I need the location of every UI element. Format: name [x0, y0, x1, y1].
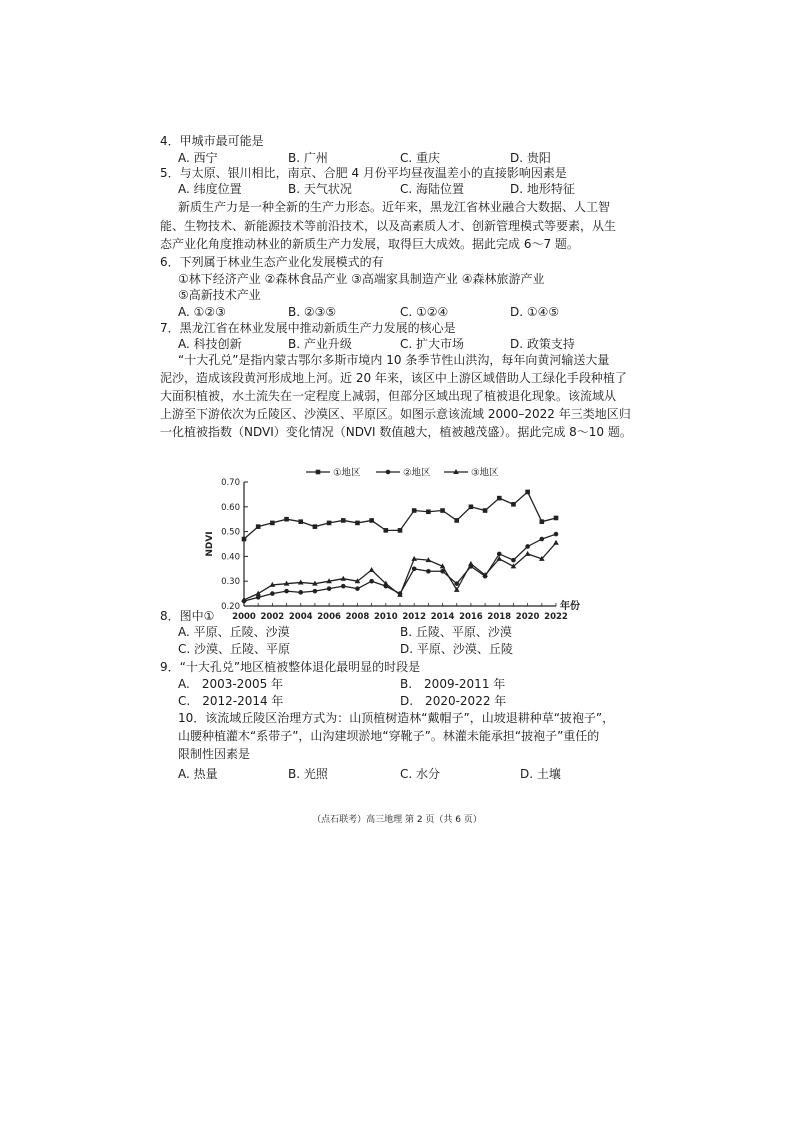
legend-marker-2 — [386, 470, 391, 475]
series-1-point — [454, 518, 459, 523]
series-1-point — [355, 521, 360, 526]
series-2-point — [525, 544, 530, 549]
series-1-point — [426, 509, 431, 514]
q10-option-c: C. 水分 — [400, 767, 441, 781]
series-3-point — [340, 576, 346, 581]
series-1-point — [483, 508, 488, 513]
q7-option-c: C. 扩大市场 — [400, 337, 465, 351]
series-3-point — [525, 551, 531, 556]
x-tick-label: 2008 — [345, 612, 370, 622]
q5-option-d: D. 地形特征 — [510, 182, 575, 196]
series-3-point — [411, 556, 417, 561]
series-2-point — [298, 590, 303, 595]
series-3-point — [553, 540, 559, 545]
x-tick-label: 2016 — [459, 612, 483, 622]
passage2-line-2: 泥沙，造成该段黄河形成地上河。近 20 年来，该区中上游区域借助人工绿化手段种植了 — [160, 371, 627, 385]
y-axis-label: NDVI — [205, 531, 215, 557]
series-2-point — [284, 589, 289, 594]
legend-label-3: ③地区 — [471, 467, 499, 479]
series-2-point — [270, 591, 275, 596]
q9-option-c: C. 2012-2014 年 — [178, 694, 284, 708]
series-1-point — [327, 521, 332, 526]
series-1-point — [540, 519, 545, 524]
x-tick-label: 2018 — [487, 612, 512, 622]
series-2-point — [554, 532, 559, 537]
series-1-point — [511, 502, 516, 507]
x-tick-label: 2006 — [317, 612, 341, 622]
q9-option-a: A. 2003-2005 年 — [178, 677, 284, 691]
x-tick-label: 2012 — [402, 612, 427, 622]
q8-option-a: A. 平原、丘陵、沙漠 — [178, 625, 290, 639]
x-tick-label: 2020 — [515, 612, 540, 622]
q10-option-d: D. 土壤 — [520, 767, 561, 781]
q10-option-a: A. 热量 — [178, 767, 218, 781]
series-2-point — [256, 595, 261, 600]
series-2-point — [497, 552, 502, 557]
legend-label-1: ①地区 — [333, 467, 361, 479]
y-tick-label: 0.70 — [221, 478, 240, 488]
q7-option-a: A. 科技创新 — [178, 337, 242, 351]
q4-option-c: C. 重庆 — [400, 151, 441, 165]
series-1-point — [298, 519, 303, 524]
x-tick-label: 2000 — [232, 612, 256, 622]
series-line-2 — [244, 534, 556, 601]
y-tick-label: 0.60 — [221, 502, 240, 513]
series-1-point — [398, 528, 403, 533]
q8-option-c: C. 沙漠、丘陵、平原 — [178, 642, 291, 656]
passage1-line-3: 态产业化角度推动林业的新质生产力发展，取得巨大成效。据此完成 6～7 题。 — [160, 237, 579, 251]
q7-option-d: D. 政策支持 — [510, 337, 575, 351]
q10-option-b: B. 光照 — [288, 767, 328, 781]
series-2-point — [426, 569, 431, 574]
legend-marker-1 — [316, 470, 321, 475]
series-1-point — [384, 528, 389, 533]
q5-option-c: C. 海陆位置 — [400, 182, 465, 196]
q4-option-b: B. 广州 — [288, 151, 328, 165]
q8-stem: 8．图中① — [160, 609, 215, 623]
series-2-point — [540, 537, 545, 542]
q10-line-1: 10．该流域丘陵区治理方式为：山顶植树造林“戴帽子”，山坡退耕种草“披袍子”， — [178, 711, 615, 725]
x-axis-label: 年份 — [560, 601, 580, 612]
series-2-point — [412, 567, 417, 572]
x-tick-label: 2022 — [544, 612, 568, 622]
series-3-point — [369, 567, 375, 572]
y-tick-label: 0.50 — [221, 527, 240, 538]
x-tick-label: 2002 — [260, 612, 285, 622]
series-3-point — [298, 579, 304, 584]
series-1-point — [270, 521, 275, 526]
q5-option-a: A. 纬度位置 — [178, 182, 242, 196]
passage2-line-5: 一化植被指数（NDVI）变化情况（NDVI 数值越大，植被越茂盛）。据此完成 8～10 题。 — [160, 425, 632, 439]
series-1-point — [525, 490, 530, 495]
series-1-point — [412, 508, 417, 513]
series-2-point — [313, 589, 318, 594]
q5-option-b: B. 天气状况 — [288, 182, 352, 196]
series-1-point — [497, 496, 502, 501]
q5-stem: 5．与太原、银川相比，南京、合肥 4 月份平均昼夜温差小的直接影响因素是 — [160, 166, 567, 180]
y-tick-label: 0.40 — [221, 552, 240, 563]
series-1-point — [284, 517, 289, 522]
q6-option-b: B. ②③⑤ — [288, 305, 337, 319]
x-tick-label: 2010 — [373, 612, 398, 622]
q6-option-c: C. ①②④ — [400, 305, 449, 319]
q9-stem: 9．“十大孔兑”地区植被整体退化最明显的时段是 — [160, 660, 421, 674]
q4-stem: 4．甲城市最可能是 — [160, 134, 264, 148]
series-1-point — [440, 508, 445, 513]
series-2-point — [369, 579, 374, 584]
q6-stem: 6．下列属于林业生态产业化发展模式的有 — [160, 255, 384, 269]
series-3-point — [468, 561, 474, 566]
series-2-point — [341, 584, 346, 589]
q7-stem: 7．黑龙江省在林业发展中推动新质生产力发展的核心是 — [160, 321, 456, 335]
series-1-point — [554, 516, 559, 521]
q6-items-2: ⑤高新技术产业 — [178, 288, 261, 302]
q10-line-3: 限制性因素是 — [178, 747, 251, 761]
series-2-point — [511, 558, 516, 563]
series-1-point — [256, 524, 261, 529]
passage2-line-1: “十大孔兑”是指内蒙古鄂尔多斯市境内 10 条季节性山洪沟，每年向黄河输送大量 — [178, 353, 610, 367]
q9-option-b: B. 2009-2011 年 — [400, 677, 506, 691]
series-1-point — [313, 524, 318, 529]
series-1-point — [469, 505, 474, 510]
series-1-point — [341, 518, 346, 523]
series-1-point — [369, 518, 374, 523]
q9-option-d: D. 2020-2022 年 — [400, 694, 507, 708]
y-tick-label: 0.20 — [221, 602, 240, 612]
x-tick-label: 2004 — [288, 612, 313, 622]
page-footer: （点石联考）高三地理 第 2 页（共 6 页） — [312, 815, 482, 825]
q6-items-1: ①林下经济产业 ②森林食品产业 ③高端家具制造产业 ④森林旅游产业 — [178, 272, 545, 286]
q4-option-d: D. 贵阳 — [510, 151, 551, 165]
series-1-point — [242, 537, 247, 542]
ndvi-line-chart — [196, 460, 590, 625]
q8-option-d: D. 平原、沙漠、丘陵 — [400, 642, 513, 656]
legend-label-2: ②地区 — [403, 467, 431, 479]
q6-option-d: D. ①④⑤ — [510, 305, 560, 319]
passage2-line-3: 大面积植被，水土流失在一定程度上减弱，但部分区域出现了植被退化现象。该流域从 — [160, 389, 617, 403]
q6-option-a: A. ①②③ — [178, 305, 226, 319]
q10-line-2: 山腰种植灌木“系带子”，山沟建坝淤地“穿靴子”。林灌未能承担“披袍子”重任的 — [178, 729, 600, 743]
x-tick-label: 2014 — [430, 612, 455, 622]
q8-option-b: B. 丘陵、平原、沙漠 — [400, 625, 512, 639]
passage1-line-2: 能、生物技术、新能源技术等前沿技术，以及高素质人才、创新管理模式等要素，从生 — [160, 219, 617, 233]
series-2-point — [355, 586, 360, 591]
q4-option-a: A. 西宁 — [178, 151, 218, 165]
series-2-point — [327, 586, 332, 591]
series-2-point — [454, 581, 459, 586]
q7-option-b: B. 产业升级 — [288, 337, 352, 351]
passage2-line-4: 上游至下游依次为丘陵区、沙漠区、平原区。如图示意该流域 2000–2022 年三类地区归 — [160, 407, 631, 421]
passage1-line-1: 新质生产力是一种全新的生产力形态。近年来，黑龙江省林业融合大数据、人工智 — [178, 200, 611, 214]
y-tick-label: 0.30 — [221, 577, 240, 588]
